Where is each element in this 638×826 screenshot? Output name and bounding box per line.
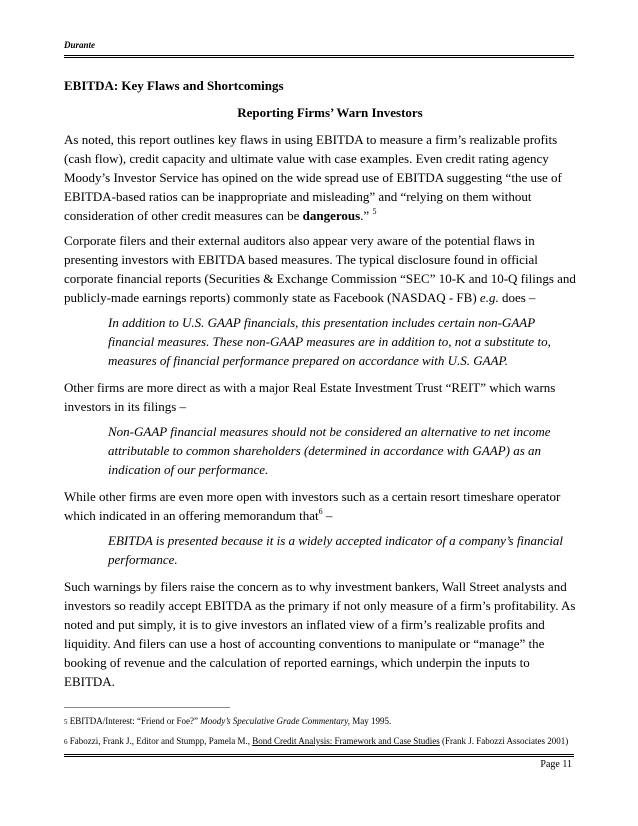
paragraph-4-end: – (322, 508, 333, 523)
footnote-ref-5[interactable]: 5 (372, 206, 377, 216)
paragraph-2-text: Corporate filers and their external auditors also appear very aware of the potential flaws in presenting investors with EBITDA based measures. The typical disclosure found in official corporate financial reports (Securities & Exchange Commission “SEC” 10-K and 10-Q filings and publicly-made earnings reports) commonly state as Facebook (NASDAQ - FB) (64, 233, 576, 305)
document-body (64, 76, 576, 697)
paragraph-2-end: does – (498, 290, 536, 305)
emphasis-dangerous: dangerous (302, 208, 361, 223)
footnotes (64, 716, 604, 756)
quote-facebook: In addition to U.S. GAAP financials, this presentation includes certain non-GAAP financial measures. These non-GAAP measures are in addition to, not a substitute to, measures of financial performance prepared on accordance with U.S. GAAP. (108, 315, 551, 368)
footer-divider (64, 754, 574, 757)
footnote-source-title: Moody’s Speculative Grade Commentary, (200, 716, 351, 726)
paragraph-1-end: .” (360, 208, 373, 223)
footnote-number: 6 (64, 738, 68, 746)
footnote-6 (64, 736, 604, 748)
section-subtitle: Reporting Firms’ Warn Investors (237, 105, 423, 120)
footnote-number: 5 (64, 718, 68, 726)
header-divider (64, 55, 574, 58)
eg-text: e.g. (479, 290, 499, 305)
footnote-divider (64, 707, 230, 708)
quote-reit: Non-GAAP financial measures should not be considered an alternative to net income attributable to common shareholders (determined in accordance with GAAP) as an indication of our performance. (108, 424, 551, 477)
paragraph-3: Other firms are more direct as with a major Real Estate Investment Trust “REIT” which warns investors in its filings – (64, 380, 556, 414)
header-author: Durante (64, 40, 96, 50)
page-number: Page 11 (540, 759, 572, 770)
section-title: EBITDA: Key Flaws and Shortcomings (64, 78, 284, 93)
footnote-5 (64, 716, 604, 728)
quote-timeshare: EBITDA is presented because it is a widely accepted indicator of a company’s financial performance. (108, 533, 564, 567)
footnote-text-end: May 1995. (350, 716, 392, 726)
paragraph-2 (64, 231, 576, 307)
footnote-text-end: (Frank J. Fabozzi Associates 2001) (439, 736, 569, 746)
paragraph-1 (64, 130, 576, 225)
paragraph-4-text: While other firms are even more open with investors such as a certain resort timeshare operator which indicated in an offering memorandum that (64, 489, 561, 523)
footnote-book-title: Bond Credit Analysis: Framework and Case Studies (252, 736, 440, 746)
paragraph-1-text: As noted, this report outlines key flaws in using EBITDA to measure a firm’s realizable profits (cash flow), credit capacity and ultimate value with case examples. Even credit rating agency Moody’s Investor Service has opined on the wide spread use of EBITDA suggesting “the use of EBITDA-based ratios can be inappropriate and misleading” and “relying on them without consideration of other credit measures can be (64, 132, 562, 223)
footnote-text: Fabozzi, Frank J., Editor and Stumpp, Pamela M., (67, 736, 253, 746)
paragraph-4 (64, 487, 576, 525)
paragraph-5: Such warnings by filers raise the concern as to why investment bankers, Wall Street analysts and investors so readily accept EBITDA as the primary if not only measure of a firm’s profitability. As noted and put simply, it is to give investors an inflated view of a firm’s realizable profits and liquidity. And filers can use a host of accounting conventions to manipulate or “manage” the booking of revenue and the calculation of reported earnings, which underpin the inputs to EBITDA. (64, 579, 576, 689)
footnote-ref-6[interactable]: 6 (318, 506, 323, 516)
footnote-text: EBITDA/Interest: “Friend or Foe?” (67, 716, 201, 726)
